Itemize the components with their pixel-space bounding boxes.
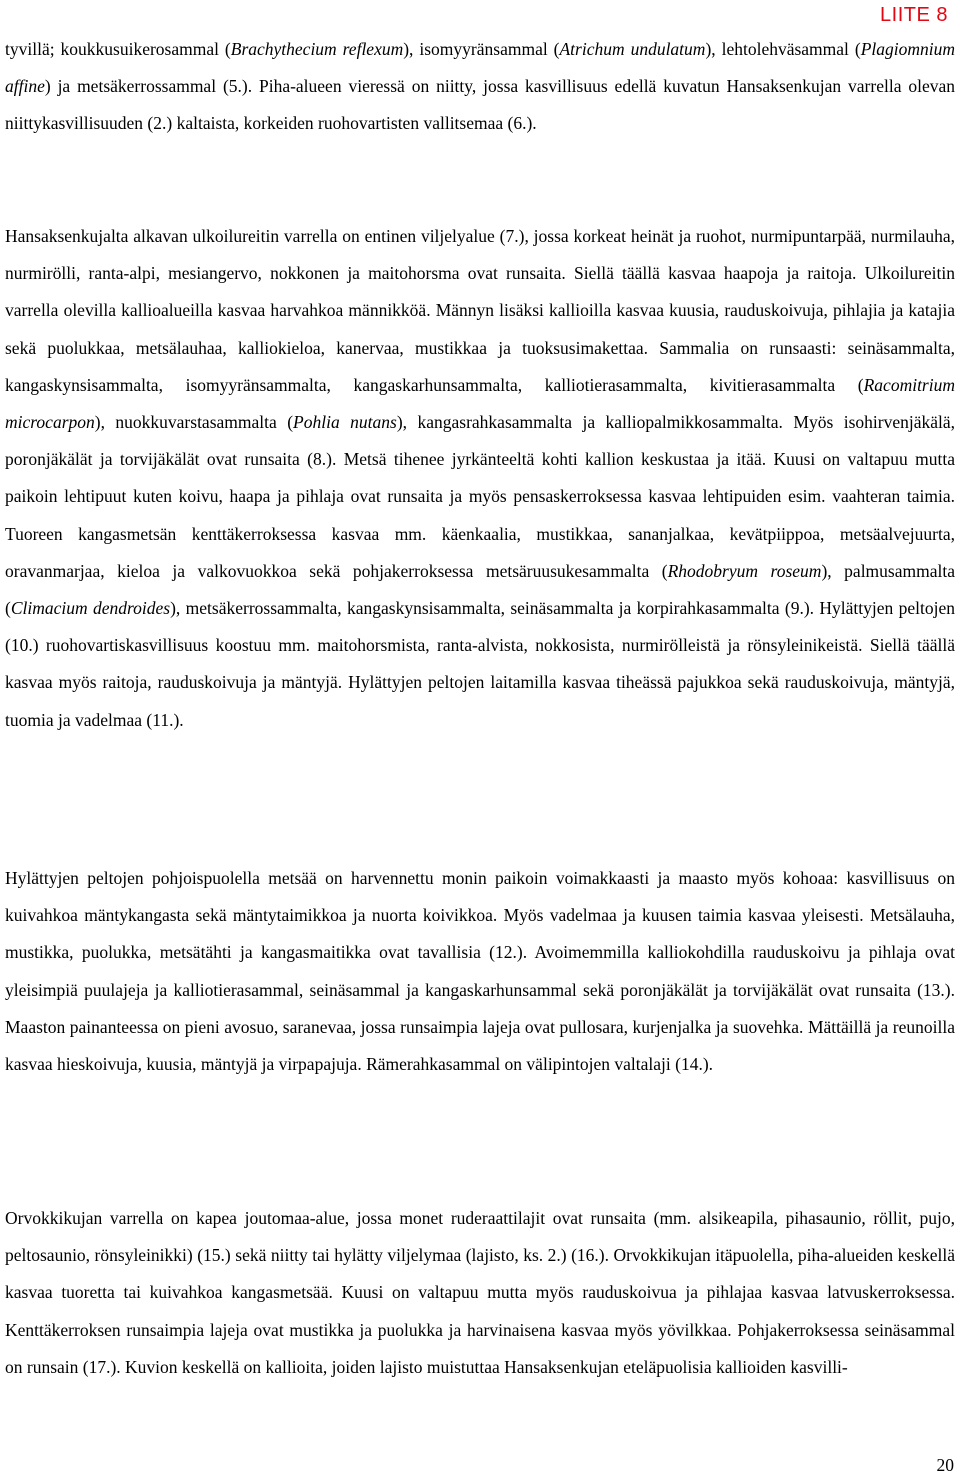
- text-segment: Hansaksenkujalta alkavan ulkoilureitin varrella on entinen viljelyalue (7.), jossa korkeat heinät ja ruohot, nurmipuntarpää, nurmilauha, nurmirölli, ranta-alpi, mesiangervo, nokkonen ja maitohorsma ovat runsaita. Siellä täällä kasvaa haapoja ja raitoja. Ulkoilureitin varrella olevilla kallioalueilla kasvaa harvahkoa männikköä. Männyn lisäksi kallioilla kasvaa kuusia, rauduskoivuja, pihlajia ja katajia sekä puolukkaa, metsälauhaa, kalliokieloa, kanervaa, mustikkaa ja tuoksusimakettaa. Sammalia on runsaasti: seinäsammalta, kangaskynsisammalta, isomyyränsammalta, kangaskarhunsammalta, kalliotierasammalta, kivitierasammalta (: [5, 226, 955, 395]
- text-segment: ), kangasrahkasammalta ja kalliopalmikkosammalta. Myös isohirvenjäkälä, poronjäkälät ja torvijäkälät ovat runsaita (8.). Metsä tihenee jyrkänteeltä kohti kallion keskustaa ja itää. Kuusi on valtapuu mutta paikoin lehtipuut kuten koivu, haapa ja pihlaja ovat runsaita ja myös pensaskerroksessa kasvaa lehtipuiden esim. vaahteran taimia. Tuoreen kangasmetsän kenttäkerroksessa kasvaa mm. käenkaalia, mustikkaa, sananjalkaa, kevätpiippoa, metsäalvejuurta, oravanmarjaa, kieloa ja valkovuokkoa sekä pohjakerroksessa metsäruusukesammalta (: [5, 412, 955, 581]
- text-segment: ), palmusammalta (: [5, 560, 955, 619]
- species-name: Pohlia nutans: [293, 412, 397, 433]
- paragraph-4: [5, 1200, 955, 1386]
- species-name: Climacium dendroides: [10, 598, 171, 619]
- text-segment: tyvillä; koukkusuikerosammal (: [5, 39, 231, 59]
- species-name: Rhodobryum roseum: [667, 560, 822, 581]
- species-name: Brachythecium reflexum: [230, 39, 404, 59]
- page-number: 20: [936, 1455, 954, 1475]
- species-name: Plagiomnium affine: [5, 39, 956, 97]
- paragraph-2: [5, 218, 955, 739]
- text-segment: ), lehtolehväsammal (: [705, 39, 861, 59]
- text-segment: ), metsäkerrossammalta, kangaskynsisammalta, seinäsammalta ja korpirahkasammalta (9.). Hylättyjen peltojen (10.) ruohovartiskasvillisuus koostuu mm. maitohorsmista, ranta-alvista, nokkosista, nurmirölleistä ja rönsyleinikeistä. Siellä täällä kasvaa myös raitoja, rauduskoivuja ja mäntyjä. Hylättyjen peltojen laitamilla kasvaa tiheässä pajukkoa sekä rauduskoivuja, mäntyjä, tuomia ja vadelmaa (11.).: [5, 598, 955, 730]
- species-name: Racomitrium microcarpon: [5, 374, 955, 433]
- species-name: Atrichum undulatum: [559, 39, 706, 59]
- paragraph-3: [5, 860, 955, 1083]
- text-segment: ), nuokkuvarstasammalta (: [94, 412, 294, 433]
- appendix-label: LIITE 8: [880, 4, 948, 26]
- text-segment: ) ja metsäkerrossammal (5.). Piha-alueen vieressä on niitty, jossa kasvillisuus edellä kuvatun Hansaksenkujan varrella olevan niittykasvillisuuden (2.) kaltaista, korkeiden ruohovartisten vallitsemaa (6.).: [5, 76, 955, 134]
- text-segment: ), isomyyränsammal (: [403, 39, 560, 59]
- text-segment: Orvokkikujan varrella on kapea joutomaa-alue, jossa monet ruderaattilajit ovat runsaita (mm. alsikeapila, pihasaunio, röllit, pujo, peltosaunio, rönsyleinikki) (15.) sekä niitty tai hylätty viljelymaa (lajisto, ks. 2.) (16.). Orvokkikujan itäpuolella, piha-alueiden keskellä kasvaa tuoretta tai kuivahkoa kangasmetsää. Kuusi on valtapuu mutta myös rauduskoivua ja pihlajaa kasvaa latvuskerroksessa. Kenttäkerroksen runsaimpia lajeja ovat mustikka ja puolukka ja harvinaisena kasvaa myös yövilkkaa. Pohjakerroksessa seinäsammal on runsain (17.). Kuvion keskellä on kallioita, joiden lajisto muistuttaa Hansaksenkujan eteläpuolisia kallioiden kasvilli-: [5, 1208, 955, 1377]
- paragraph-1: [5, 31, 955, 143]
- text-segment: Hylättyjen peltojen pohjoispuolella metsää on harvennettu monin paikoin voimakkaasti ja maasto myös kohoaa: kasvillisuus on kuivahkoa mäntykangasta sekä mäntytaimikkoa ja nuorta koivikkoa. Myös vadelmaa ja kuusen taimia kasvaa yleisesti. Metsälauha, mustikka, puolukka, metsätähti ja kangasmaitikka ovat tavallisia (12.). Avoimemmilla kalliokohdilla rauduskoivu ja pihlaja ovat yleisimpiä puulajeja ja kalliotierasammal, seinäsammal ja kangaskarhunsammal sekä poronjäkälät ja torvijäkälät ovat runsaita (13.). Maaston painanteessa on pieni avosuo, saranevaa, jossa runsaimpia lajeja ovat pullosara, kurjenjalka ja suovehka. Mättäillä ja reunoilla kasvaa hieskoivuja, kuusia, mäntyjä ja virpapajuja. Rämerahkasammal on välipintojen valtalaji (14.).: [5, 868, 955, 1075]
